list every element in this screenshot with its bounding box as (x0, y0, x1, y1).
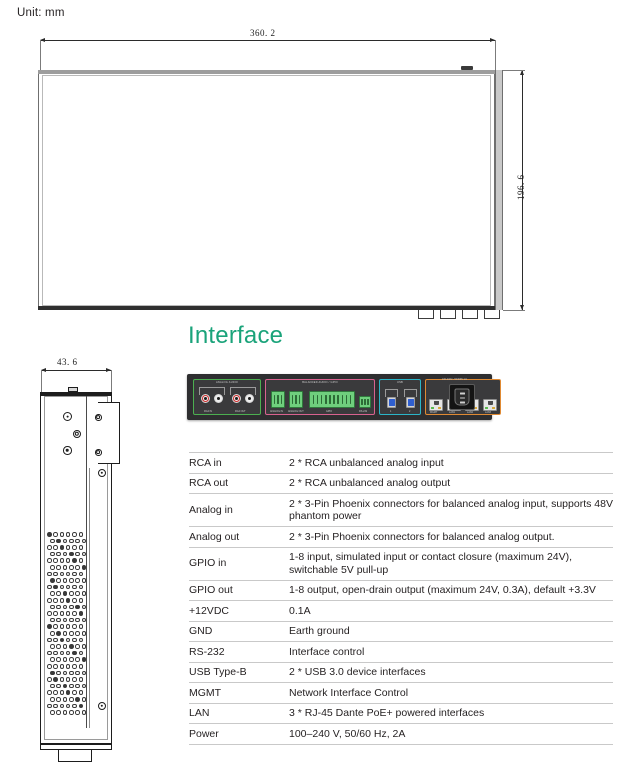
vent-hole (72, 572, 77, 577)
vent-hole (56, 539, 61, 544)
vent-hole (72, 598, 77, 603)
rca-jack-in-left (214, 394, 223, 403)
spec-key: GPIO out (189, 580, 287, 601)
vent-hole (75, 657, 80, 662)
unit-note: Unit: mm (17, 7, 65, 19)
spec-value: 2 * RCA unbalanced analog output (287, 473, 613, 494)
vent-hole (63, 618, 68, 623)
vent-hole (79, 624, 84, 629)
vent-hole (47, 664, 52, 669)
power-rating-label: 100-240V~ 50/60Hz 2A (442, 378, 467, 381)
vent-hole (79, 704, 84, 709)
spec-value: 100–240 V, 50/60 Hz, 2A (287, 724, 613, 745)
vent-hole (66, 558, 71, 563)
vent-hole (60, 545, 65, 550)
panel-section-rca (193, 379, 261, 415)
vent-hole (79, 545, 84, 550)
rj45-port-lan3 (483, 399, 497, 411)
vent-hole (47, 638, 52, 643)
vent-hole (79, 664, 84, 669)
vent-hole (72, 690, 77, 695)
vent-hole (82, 710, 87, 715)
vent-hole (63, 657, 68, 662)
vent-hole (50, 578, 55, 583)
rs232-label: RS-232 (359, 410, 368, 413)
page-title: Interface (188, 322, 284, 349)
vent-hole (82, 578, 87, 583)
vent-hole (56, 552, 61, 557)
vent-hole (47, 677, 52, 682)
vent-hole (56, 591, 61, 596)
gpio-label: GPIO (326, 410, 332, 413)
vent-hole (82, 697, 87, 702)
spec-value: Interface control (287, 642, 613, 663)
vent-hole (79, 585, 84, 590)
rca-jack-out-left (245, 394, 254, 403)
vent-hole (50, 671, 55, 676)
vent-hole (66, 690, 71, 695)
top-view-top-edge (38, 70, 495, 74)
table-row (189, 724, 613, 745)
mgmt-label: MGMT (430, 410, 438, 414)
vent-hole (53, 585, 58, 590)
vent-hole (56, 671, 61, 676)
vent-hole (69, 631, 74, 636)
top-view-right-flange (495, 70, 503, 310)
vent-hole (79, 532, 84, 537)
side-view-drawing (0, 350, 180, 767)
vent-hole (63, 605, 68, 610)
vent-hole (47, 624, 52, 629)
interface-spec-table (189, 452, 613, 745)
vent-hole (56, 618, 61, 623)
top-height-ext-bottom (503, 310, 525, 311)
table-row (189, 527, 613, 548)
vent-hole (53, 558, 58, 563)
vent-hole (47, 558, 52, 563)
vent-hole (79, 690, 84, 695)
vent-hole (82, 644, 87, 649)
vent-hole (69, 565, 74, 570)
spec-key: Power (189, 724, 287, 745)
vent-hole (56, 605, 61, 610)
vent-hole (47, 585, 52, 590)
table-row (189, 621, 613, 642)
vent-hole (72, 585, 77, 590)
vent-hole (75, 684, 80, 689)
vent-hole (82, 657, 87, 662)
side-view-split-line-secondary (89, 468, 90, 728)
vent-hole (75, 565, 80, 570)
vent-hole (60, 585, 65, 590)
vent-hole (69, 710, 74, 715)
usb-type-b-port-2 (406, 397, 415, 408)
spec-key: USB Type-B (189, 662, 287, 683)
vent-hole (53, 624, 58, 629)
vent-hole (47, 611, 52, 616)
spec-key: MGMT (189, 683, 287, 704)
vent-hole (79, 677, 84, 682)
vent-hole (50, 565, 55, 570)
vent-hole (72, 664, 77, 669)
table-row (189, 703, 613, 724)
vent-hole (47, 651, 52, 656)
vent-hole (75, 644, 80, 649)
analog-out-label: ANALOG OUT (288, 410, 304, 413)
spec-value: 1-8 output, open-drain output (maximum 24V, 0.3A), default +3.3V (287, 580, 613, 601)
vent-hole (56, 565, 61, 570)
vent-hole (47, 532, 52, 537)
side-view-screw (63, 412, 72, 421)
vent-hole (60, 611, 65, 616)
vent-hole (66, 624, 71, 629)
rj45-port-mgmt (429, 399, 443, 411)
vent-hole (66, 638, 71, 643)
table-row (189, 494, 613, 527)
rca-in-label: RCA IN (204, 410, 212, 413)
vent-hole (69, 618, 74, 623)
vent-hole (75, 710, 80, 715)
vent-hole (53, 572, 58, 577)
panel-section-rca-title: ANALOG AUDIO (215, 381, 238, 384)
spec-key: RS-232 (189, 642, 287, 663)
vent-hole (60, 624, 65, 629)
spec-value: Earth ground (287, 621, 613, 642)
top-view-height-dimension: 196. 6 (516, 174, 526, 200)
vent-hole (50, 697, 55, 702)
vent-hole (63, 697, 68, 702)
vent-hole (69, 684, 74, 689)
vent-hole (56, 657, 61, 662)
vent-hole (75, 671, 80, 676)
vent-hole (75, 618, 80, 623)
vent-hole (72, 624, 77, 629)
spec-key: RCA out (189, 473, 287, 494)
vent-hole (53, 651, 58, 656)
spec-value: 1-8 input, simulated input or contact closure (maximum 24V), switchable 5V pull-up (287, 547, 613, 580)
vent-hole (82, 591, 87, 596)
vent-hole (69, 578, 74, 583)
top-width-ext-right (495, 40, 496, 72)
phoenix-analog-out (289, 391, 303, 408)
vent-hole (56, 578, 61, 583)
vent-hole (72, 611, 77, 616)
vent-hole (66, 664, 71, 669)
vent-hole (63, 644, 68, 649)
top-view-tab (418, 310, 434, 319)
vent-hole (56, 684, 61, 689)
vent-hole (75, 697, 80, 702)
spec-key: GPIO in (189, 547, 287, 580)
vent-hole (75, 631, 80, 636)
vent-hole (53, 611, 58, 616)
iec-c14-socket (455, 389, 470, 406)
top-view-tab (440, 310, 456, 319)
vent-hole (60, 704, 65, 709)
table-row (189, 601, 613, 622)
top-view-tab (462, 310, 478, 319)
side-view-width-dimension: 43. 6 (57, 357, 78, 367)
top-view-drawing (0, 0, 632, 330)
side-view-split-line (86, 396, 87, 728)
side-width-dim-line (41, 370, 111, 371)
vent-hole (50, 644, 55, 649)
phoenix-gpio (309, 391, 355, 408)
vent-hole (79, 611, 84, 616)
spec-value: 2 * 3-Pin Phoenix connectors for balanced analog output. (287, 527, 613, 548)
vent-hole (69, 605, 74, 610)
top-view-width-dimension: 360. 2 (250, 28, 276, 38)
vent-hole (72, 545, 77, 550)
table-row (189, 683, 613, 704)
vent-hole (63, 565, 68, 570)
rca-out-label: RCA OUT (235, 410, 246, 413)
side-view-screw (95, 414, 102, 421)
vent-hole (50, 684, 55, 689)
vent-hole (60, 664, 65, 669)
vent-hole (69, 552, 74, 557)
vent-hole (79, 638, 84, 643)
vent-hole (66, 704, 71, 709)
vent-hole (72, 558, 77, 563)
vent-hole (60, 558, 65, 563)
vent-hole (47, 598, 52, 603)
usb-port-1-label: 1 (390, 410, 392, 413)
table-row (189, 453, 613, 474)
usb-type-b-port-1 (387, 397, 396, 408)
vent-hole (69, 697, 74, 702)
side-view-screw (98, 702, 106, 710)
vent-hole (60, 651, 65, 656)
lan1-label: LAN1 (449, 410, 455, 414)
vent-hole (56, 697, 61, 702)
spec-value: 2 * USB 3.0 device interfaces (287, 662, 613, 683)
rca-jack-out-right (232, 394, 241, 403)
side-view-screw (98, 469, 106, 477)
spec-value: 2 * 3-Pin Phoenix connectors for balanced analog input, supports 48V phantom power (287, 494, 613, 527)
side-view-foot (58, 750, 92, 762)
vent-hole (66, 651, 71, 656)
vent-hole (66, 545, 71, 550)
side-width-ext-left (41, 370, 42, 394)
side-width-ext-right (111, 370, 112, 394)
vent-hole (69, 591, 74, 596)
vent-hole (50, 539, 55, 544)
vent-hole (53, 532, 58, 537)
vent-hole (72, 651, 77, 656)
vent-hole (63, 684, 68, 689)
table-row (189, 547, 613, 580)
side-view-screw (63, 446, 72, 455)
vent-hole (63, 591, 68, 596)
vent-hole (72, 638, 77, 643)
vent-hole (63, 578, 68, 583)
vent-hole (63, 552, 68, 557)
vent-hole (69, 657, 74, 662)
top-view-tab (484, 310, 500, 319)
vent-hole (53, 677, 58, 682)
top-width-ext-left (40, 40, 41, 72)
vent-hole (60, 598, 65, 603)
vent-hole (50, 552, 55, 557)
side-view-vent-grid (47, 532, 85, 722)
vent-hole (60, 690, 65, 695)
vent-hole (82, 631, 87, 636)
vent-hole (47, 704, 52, 709)
vent-hole (50, 631, 55, 636)
vent-hole (63, 710, 68, 715)
usb-bracket (404, 389, 417, 397)
vent-hole (53, 704, 58, 709)
panel-section-usb-title: USB (397, 381, 403, 384)
vent-hole (47, 572, 52, 577)
lan3-label: LAN3 (485, 410, 491, 414)
vent-hole (72, 532, 77, 537)
table-row (189, 642, 613, 663)
table-row (189, 580, 613, 601)
top-view-top-notch (461, 66, 473, 70)
panel-section-phoenix (265, 379, 375, 415)
spec-value: Network Interface Control (287, 683, 613, 704)
vent-hole (66, 532, 71, 537)
vent-hole (50, 605, 55, 610)
vent-hole (66, 598, 71, 603)
side-view-top-rail (40, 392, 112, 396)
vent-hole (69, 644, 74, 649)
side-view-top-nub (68, 387, 78, 392)
spec-key: +12VDC (189, 601, 287, 622)
vent-hole (56, 710, 61, 715)
vent-hole (82, 565, 87, 570)
vent-hole (53, 545, 58, 550)
vent-hole (66, 585, 71, 590)
table-row (189, 662, 613, 683)
vent-hole (60, 677, 65, 682)
vent-hole (50, 591, 55, 596)
vent-hole (63, 631, 68, 636)
vent-hole (66, 677, 71, 682)
vent-hole (60, 532, 65, 537)
vent-hole (53, 638, 58, 643)
spec-value: 2 * RCA unbalanced analog input (287, 453, 613, 474)
rear-panel-image (187, 374, 492, 420)
vent-hole (50, 618, 55, 623)
power-inlet-iec (449, 384, 475, 410)
vent-hole (69, 671, 74, 676)
usb-port-2-label: 2 (409, 410, 411, 413)
vent-hole (53, 664, 58, 669)
vent-hole (47, 545, 52, 550)
top-view-body-inner-outline (42, 75, 491, 306)
spec-value: 3 * RJ-45 Dante PoE+ powered interfaces (287, 703, 613, 724)
spec-key: Analog in (189, 494, 287, 527)
spec-key: LAN (189, 703, 287, 724)
vent-hole (66, 572, 71, 577)
vent-hole (75, 591, 80, 596)
vent-hole (47, 690, 52, 695)
vent-hole (63, 539, 68, 544)
vent-hole (79, 572, 84, 577)
spec-key: Analog out (189, 527, 287, 548)
phoenix-analog-in (271, 391, 285, 408)
vent-hole (79, 558, 84, 563)
panel-section-phoenix-title: BALANCED AUDIO / GPIO (302, 381, 338, 384)
top-width-dim-line (40, 40, 495, 41)
vent-hole (75, 578, 80, 583)
vent-hole (53, 690, 58, 695)
spec-key: GND (189, 621, 287, 642)
vent-hole (63, 671, 68, 676)
vent-hole (75, 539, 80, 544)
vent-hole (56, 644, 61, 649)
vent-hole (75, 552, 80, 557)
vent-hole (79, 598, 84, 603)
lan2-label: LAN2 (467, 410, 473, 414)
phoenix-rs232 (359, 396, 371, 408)
rca-jack-in-right (201, 394, 210, 403)
vent-hole (60, 572, 65, 577)
vent-hole (50, 657, 55, 662)
vent-hole (66, 611, 71, 616)
vent-hole (69, 539, 74, 544)
spec-key: RCA in (189, 453, 287, 474)
top-height-ext-top (503, 70, 525, 71)
analog-in-label: ANALOG IN (270, 410, 284, 413)
vent-hole (75, 605, 80, 610)
spec-value: 0.1A (287, 601, 613, 622)
side-view-screw (95, 449, 102, 456)
vent-hole (79, 651, 84, 656)
table-row (189, 473, 613, 494)
vent-hole (72, 704, 77, 709)
vent-hole (72, 677, 77, 682)
panel-section-usb (379, 379, 421, 415)
vent-hole (60, 638, 65, 643)
vent-hole (53, 598, 58, 603)
vent-hole (56, 631, 61, 636)
usb-bracket (385, 389, 398, 397)
side-view-screw (73, 430, 81, 438)
vent-hole (50, 710, 55, 715)
